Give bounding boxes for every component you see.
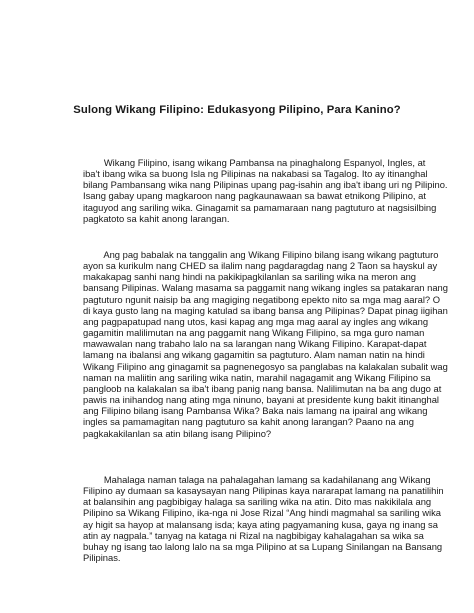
paragraph-line: buhay ng isang tao lalong lalo na sa mga Pilipino at sa Lupang Sinilangan na Bansang (83, 540, 443, 552)
paragraph-line: Pilipino sa Wikang Filipino, ika-nga ni Jose Rizal “Ang hindi magmahal sa sariling wika (83, 507, 441, 519)
paragraph-3 (83, 474, 444, 564)
paragraph-1 (83, 157, 448, 224)
paragraph-line: gagamitin malilimutan na ang paggamit nang Wikang Filipino, sa mga guro naman (83, 327, 425, 339)
paragraph-line: pagkakakilanlan sa atin bilang isang Pilipino? (83, 427, 272, 439)
paragraph-line: ingles sa pamamagitan nang pagtuturo sa kahit anong larangan? Paano na ang (83, 416, 414, 428)
paragraph-line: bansang Pilipinas. Walang masama sa paggamit nang wikang ingles sa patakaran nang (83, 282, 448, 294)
paragraph-line: Filipino ay dumaan sa kasaysayan nang Pilipinas kaya nararapat lamang na panatilihin (83, 485, 444, 497)
paragraph-line: ay higit sa hayop at malansang isda; kaya ating pagyamaning kusa, gaya ng inang sa (83, 518, 438, 530)
paragraph-line: ayon sa kurikulm nang CHED sa ilalim nang pagdaragdag nang 2 Taon sa hayskul ay (83, 260, 438, 272)
paragraph-line: mawawalan nang trabaho lalo na sa larangan nang Wikang Filipino. Karapat-dapat (83, 338, 427, 350)
paragraph-line: atin ay nagpala.” tanyag na kataga ni Rizal na nagbibigay kahalagahan sa wika sa (83, 529, 424, 541)
paragraph-line: lamang na ibalansi ang wikang gagamitin sa pagtuturo. Alam naman natin na hindi (83, 349, 425, 361)
paragraph-line: Ang pag babalak na tanggalin ang Wikang Filipino bilang isang wikang pagtuturo (83, 249, 439, 260)
paragraph-line: at balansihin ang pagbibigay halaga sa sariling wika na atin. Dito mas nakikilala ang (83, 496, 432, 508)
paragraph-line: Pilipinas. (83, 552, 121, 564)
paragraph-line: iba't ibang wika sa buong Isla ng Pilipinas na nakabasi sa Tagalog. Ito ay itinanghal (83, 168, 428, 180)
paragraph-line: pangloob na kalakalan sa iba't ibang panig nang bansa. Nalilimutan na ba ang dugo at (83, 382, 442, 394)
paragraph-line: itaguyod ang sariling wika. Ginagamit sa pamamaraan nang pagtuturo at nagsisilbing (83, 201, 437, 213)
paragraph-line: Wikang Filipino ang ginagamit sa pagnenegosyo sa panglabas na kalakalan subalit wag (83, 360, 448, 372)
paragraph-line: bilang Pambansang wika nang Pilipinas upang pag-isahin ang iba't ibang uri ng Pilipino. (83, 179, 448, 191)
paragraph-line: pagkatoto sa kahit anong larangan. (83, 212, 230, 224)
paragraph-line: Isang gabay upang magkaroon nang pagkaunawaan sa bawat etnikong Pilipino, at (83, 190, 426, 202)
paragraph-line: pawis na inihandog nang ating mga ninuno, bayani at presidente kung bakit itinanghal (83, 394, 439, 406)
document-title: Sulong Wikang Filipino: Edukasyong Pilipino, Para Kanino? (73, 104, 401, 116)
paragraph-line: Mahalaga naman talaga na pahalagahan lamang sa kadahilanang ang Wikang (83, 474, 431, 485)
paragraph-line: naman na maliitin ang sariling wika natin, marahil nagagamit ang Wikang Filipino sa (83, 371, 431, 383)
paragraph-line: Wikang Filipino, isang wikang Pambansa na pinaghalong Espanyol, Ingles, at (83, 157, 426, 168)
paragraph-2 (83, 249, 448, 439)
paragraph-line: ang pagpapatupad nang utos, kasi kapag ang mga mag aaral ay ingles ang wikang (83, 315, 429, 327)
paragraph-line: makakapag sanhi nang hindi na pakikipagkilanlan sa sariling wika na meron ang (83, 271, 417, 283)
paragraph-line: ang Filipino bilang isang Pambansa Wika? Baka nais lamang na ipairal ang wikang (83, 405, 428, 417)
paragraph-line: pagtuturo ngunit naisip ba ang magiging negatibong epekto nito sa mga mag aaral? O (83, 293, 441, 305)
paragraph-line: di kaya gusto lang na maging katulad sa ibang bansa ang Pilipinas? Dapat pinag iigihan (83, 304, 448, 316)
